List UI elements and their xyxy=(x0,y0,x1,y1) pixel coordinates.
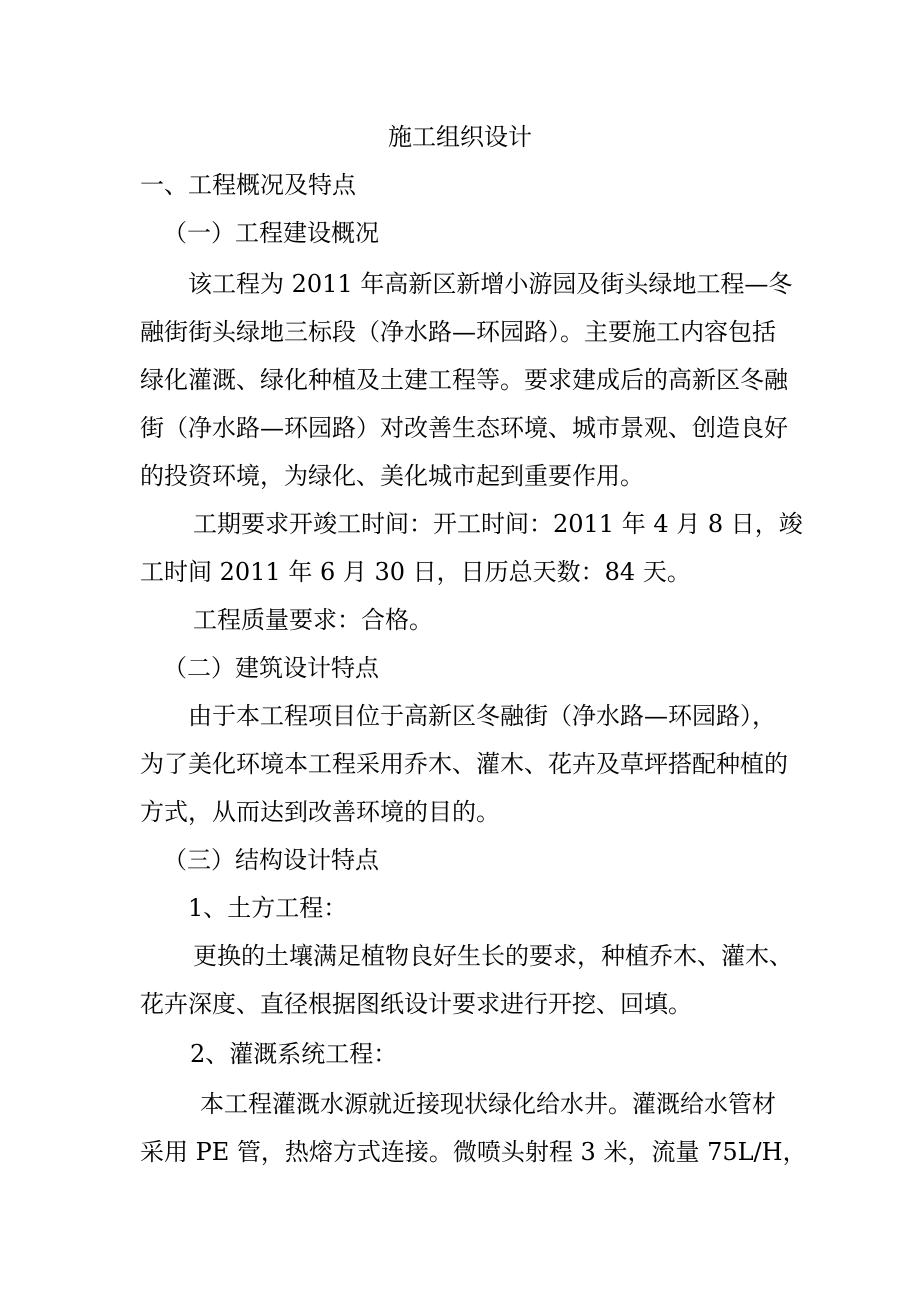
paragraph-line: 融街街头绿地三标段（净水路—环园路）。主要施工内容包括 xyxy=(140,318,776,346)
paragraph-line: 工程质量要求：合格。 xyxy=(193,606,433,634)
paragraph-line: 的投资环境，为绿化、美化城市起到重要作用。 xyxy=(140,462,644,490)
paragraph-line: 工期要求开竣工时间：开工时间：2011 年 4 月 8 日，竣 xyxy=(193,510,803,538)
paragraph-line: 花卉深度、直径根据图纸设计要求进行开挖、回填。 xyxy=(140,990,692,1018)
paragraph-line: 该工程为 2011 年高新区新增小游园及街头绿地工程—冬 xyxy=(188,270,793,298)
paragraph-line: 方式，从而达到改善环境的目的。 xyxy=(140,798,500,826)
paragraph-line: 更换的土壤满足植物良好生长的要求，种植乔木、灌木、 xyxy=(193,942,793,970)
paragraph-line: 街（净水路—环园路）对改善生态环境、城市景观、创造良好 xyxy=(140,414,788,442)
paragraph-line: 绿化灌溉、绿化种植及土建工程等。要求建成后的高新区冬融 xyxy=(140,366,788,394)
section-heading: 一、工程概况及特点 xyxy=(140,171,356,199)
subsection-heading: （一）工程建设概况 xyxy=(163,219,379,247)
document-title: 施工组织设计 xyxy=(388,123,532,151)
subsection-heading: （三）结构设计特点 xyxy=(163,846,379,874)
item-heading: 2、灌溉系统工程： xyxy=(190,1040,398,1068)
paragraph-line: 采用 PE 管，热熔方式连接。微喷头射程 3 米，流量 75L/H， xyxy=(140,1138,807,1166)
paragraph-line: 工时间 2011 年 6 月 30 日，日历总天数：84 天。 xyxy=(140,558,691,586)
subsection-heading: （二）建筑设计特点 xyxy=(163,654,379,682)
item-heading: 1、土方工程： xyxy=(188,894,348,922)
paragraph-line: 为了美化环境本工程采用乔木、灌木、花卉及草坪搭配种植的 xyxy=(140,750,788,778)
paragraph-line: 本工程灌溉水源就近接现状绿化给水井。灌溉给水管材 xyxy=(200,1090,776,1118)
paragraph-line: 由于本工程项目位于高新区冬融街（净水路—环园路）， xyxy=(188,702,776,730)
